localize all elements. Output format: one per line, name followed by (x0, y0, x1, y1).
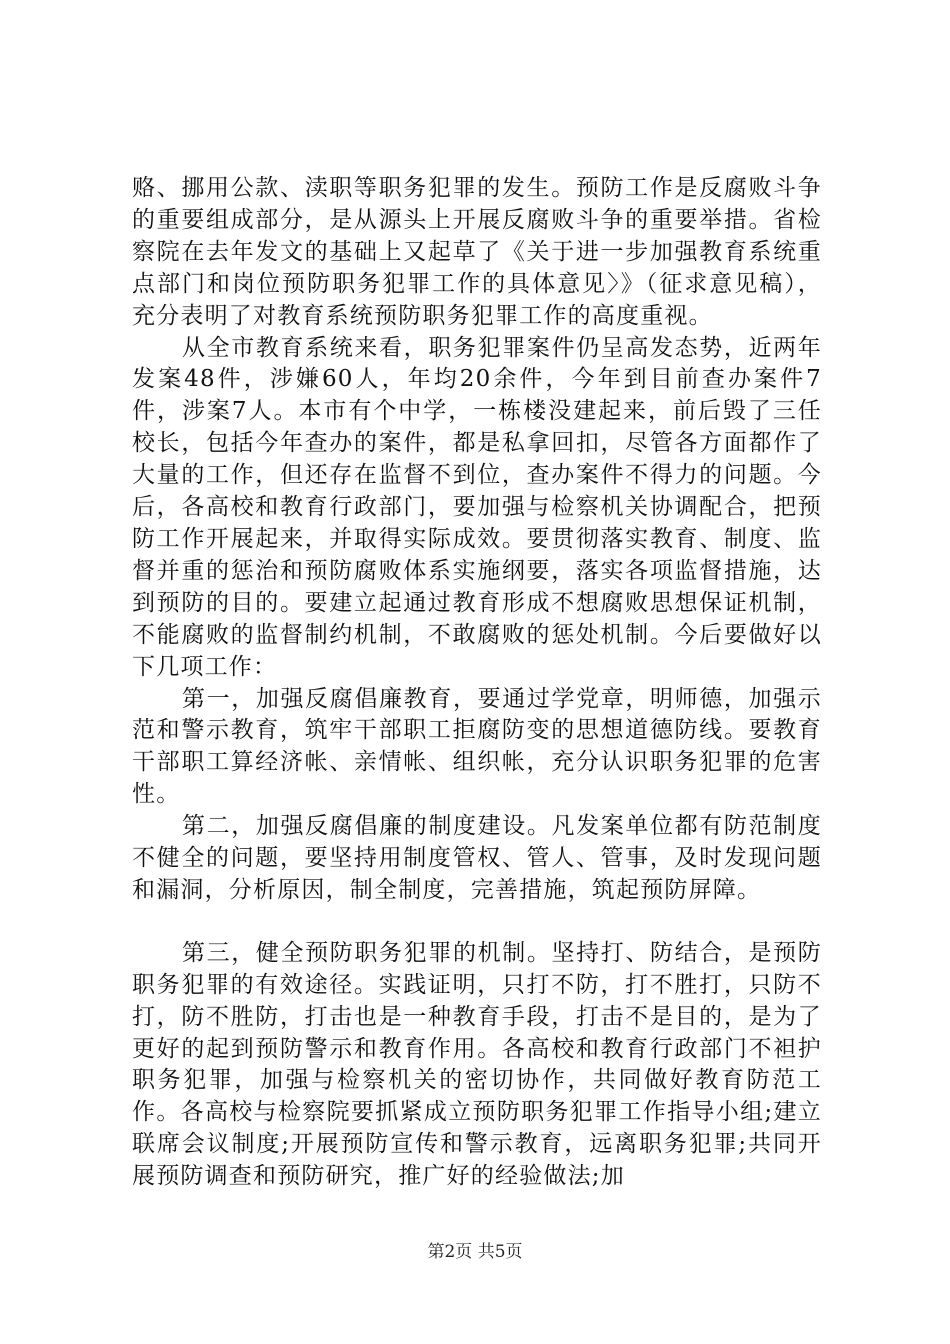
paragraph-continuation: 赂、挪用公款、渎职等职务犯罪的发生。预防工作是反腐败斗争的重要组成部分，是从源头上开展反腐败斗争的重要举措。省检察院在去年发文的基础上又起草了《关于进一步加强教育系统重点部门和岗位预防职务犯罪工作的具体意见〉》（征求意见稿），充分表明了对教育系统预防职务犯罪工作的高度重视。 (132, 175, 822, 329)
document-body (132, 173, 822, 1193)
paragraph-first-measure: 第一，加强反腐倡廉教育，要通过学党章，明师德，加强示范和警示教育，筑牢干部职工拒腐防变的思想道德防线。要教育干部职工算经济帐、亲情帐、组织帐，充分认识职务犯罪的危害性。 (132, 685, 822, 808)
paragraph-case-statistics: 从全市教育系统来看，职务犯罪案件仍呈高发态势，近两年发案48件，涉嫌60人，年均20余件，今年到目前查办案件7件，涉案7人。本市有个中学，一栋楼没建起来，前后毁了三任校长，包括今年查办的案件，都是私拿回扣，尽管各方面都作了大量的工作，但还存在监督不到位，查办案件不得力的问题。今后，各高校和教育行政部门，要加强与检察机关协调配合，把预防工作开展起来，并取得实际成效。要贯彻落实教育、制度、监督并重的惩治和预防腐败体系实施纲要，落实各项监督措施，达到预防的目的。要建立起通过教育形成不想腐败思想保证机制，不能腐败的监督制约机制，不敢腐败的惩处机制。今后要做好以下几项工作： (132, 334, 822, 680)
page-footer: 第2页 共5页 (427, 1242, 523, 1262)
paragraph-third-measure: 第三，健全预防职务犯罪的机制。坚持打、防结合，是预防职务犯罪的有效途径。实践证明，只打不防，打不胜打，只防不打，防不胜防，打击也是一种教育手段，打击不是目的，是为了更好的起到预防警示和教育作用。各高校和教育行政部门不袒护职务犯罪，加强与检察机关的密切协作，共同做好教育防范工作。各高校与检察院要抓紧成立预防职务犯罪工作指导小组;建立联席会议制度;开展预防宣传和警示教育，远离职务犯罪;共同开展预防调查和预防研究，推广好的经验做法;加 (132, 939, 822, 1190)
paragraph-second-measure: 第二，加强反腐倡廉的制度建设。凡发案单位都有防范制度不健全的问题，要坚持用制度管权、管人、管事，及时发现问题和漏洞，分析原因，制全制度，完善措施，筑起预防屏障。 (132, 813, 822, 903)
